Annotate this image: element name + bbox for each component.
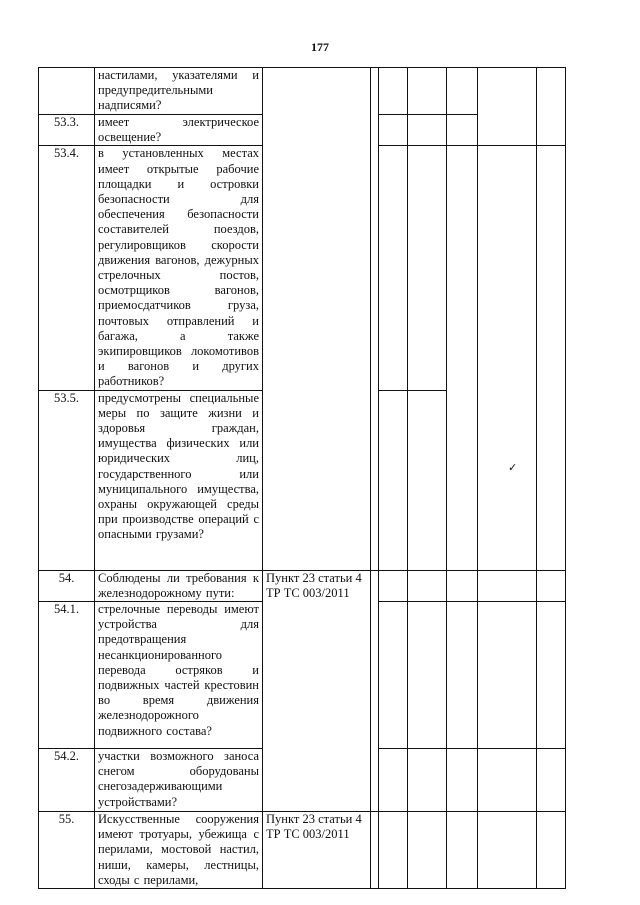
answer-yes-cell bbox=[379, 390, 408, 570]
item-number: 53.5. bbox=[39, 390, 95, 570]
answer-na-cell bbox=[447, 68, 478, 115]
answer-yes-cell bbox=[379, 115, 408, 146]
answer-yes-cell bbox=[379, 570, 408, 601]
item-number: 54.2. bbox=[39, 749, 95, 812]
note-cell bbox=[478, 812, 537, 889]
answer-no-cell bbox=[408, 68, 447, 115]
item-text: стрелочные переводы имеют устройства для предотвращения несанкционированного перевода остряков и подвижных частей крестовин во время движения железнодорожного подвижного состава? bbox=[95, 602, 263, 749]
answer-no-cell bbox=[408, 602, 447, 749]
item-reference: Пункт 23 статьи 4 ТР ТС 003/2011 bbox=[263, 570, 371, 811]
note-cell bbox=[478, 146, 537, 570]
spacer-cell bbox=[371, 812, 379, 889]
answer-no-cell bbox=[408, 115, 447, 146]
remark-cell bbox=[537, 602, 566, 749]
table-row bbox=[39, 68, 566, 115]
answer-yes-cell bbox=[379, 602, 408, 749]
item-text: настилами, указателями и предупредительными надписями? bbox=[95, 68, 263, 115]
remark-cell bbox=[537, 68, 566, 146]
check-mark: ✓ bbox=[508, 462, 518, 474]
answer-na-cell bbox=[447, 146, 478, 570]
item-number: 53.4. bbox=[39, 146, 95, 390]
page-number: 177 bbox=[311, 40, 329, 54]
item-number: 54. bbox=[39, 570, 95, 601]
answer-na-cell bbox=[447, 115, 478, 146]
answer-no-cell bbox=[408, 570, 447, 601]
note-cell bbox=[478, 68, 537, 146]
checklist-table bbox=[38, 67, 566, 889]
answer-no-cell bbox=[408, 749, 447, 812]
item-reference bbox=[263, 68, 371, 571]
answer-no-cell bbox=[408, 390, 447, 570]
answer-yes-cell bbox=[379, 749, 408, 812]
item-number: 55. bbox=[39, 812, 95, 889]
item-text: Соблюдены ли требования к железнодорожному пути: bbox=[95, 570, 263, 601]
answer-na-cell bbox=[447, 570, 478, 601]
note-cell bbox=[478, 749, 537, 812]
item-text: Искусственные сооружения имеют тротуары, убежища с перилами, мостовой настил, ниши, камеры, лестницы, сходы с перилами, bbox=[95, 812, 263, 889]
answer-no-cell bbox=[408, 146, 447, 390]
item-reference: Пункт 23 статьи 4 ТР ТС 003/2011 bbox=[263, 812, 371, 889]
spacer-cell bbox=[371, 68, 379, 571]
answer-yes-cell bbox=[379, 68, 408, 115]
answer-na-cell bbox=[447, 602, 478, 749]
table-row bbox=[39, 812, 566, 889]
remark-cell bbox=[537, 570, 566, 601]
item-number bbox=[39, 68, 95, 115]
note-cell bbox=[478, 602, 537, 749]
item-text: имеет электрическое освещение? bbox=[95, 115, 263, 146]
remark-cell bbox=[537, 749, 566, 812]
remark-cell bbox=[537, 146, 566, 570]
table-row bbox=[39, 570, 566, 601]
note-cell bbox=[478, 570, 537, 601]
answer-na-cell bbox=[447, 812, 478, 889]
item-number: 53.3. bbox=[39, 115, 95, 146]
remark-cell bbox=[537, 812, 566, 889]
item-text: предусмотрены специальные меры по защите жизни и здоровья граждан, имущества физических или юридических лиц, государственного или муниципального имущества, охраны окружающей среды при производстве операций с опасными грузами? bbox=[95, 390, 263, 570]
item-text: участки возможного заноса снегом оборудованы снегозадерживающими устройствами? bbox=[95, 749, 263, 812]
item-text: в установленных местах имеет открытые рабочие площадки и островки безопасности для обеспечения безопасности составителей поездов, регулировщиков скорости движения вагонов, дежурных стрелочных постов, осмотрщиков вагонов, приемосдатчиков груза, почтовых отправлений и багажа, а также экипировщиков локомотивов и вагонов и других работников? bbox=[95, 146, 263, 390]
item-number: 54.1. bbox=[39, 602, 95, 749]
answer-na-cell bbox=[447, 749, 478, 812]
spacer-cell bbox=[371, 570, 379, 811]
answer-yes-cell bbox=[379, 146, 408, 390]
answer-yes-cell bbox=[379, 812, 408, 889]
answer-no-cell bbox=[408, 812, 447, 889]
